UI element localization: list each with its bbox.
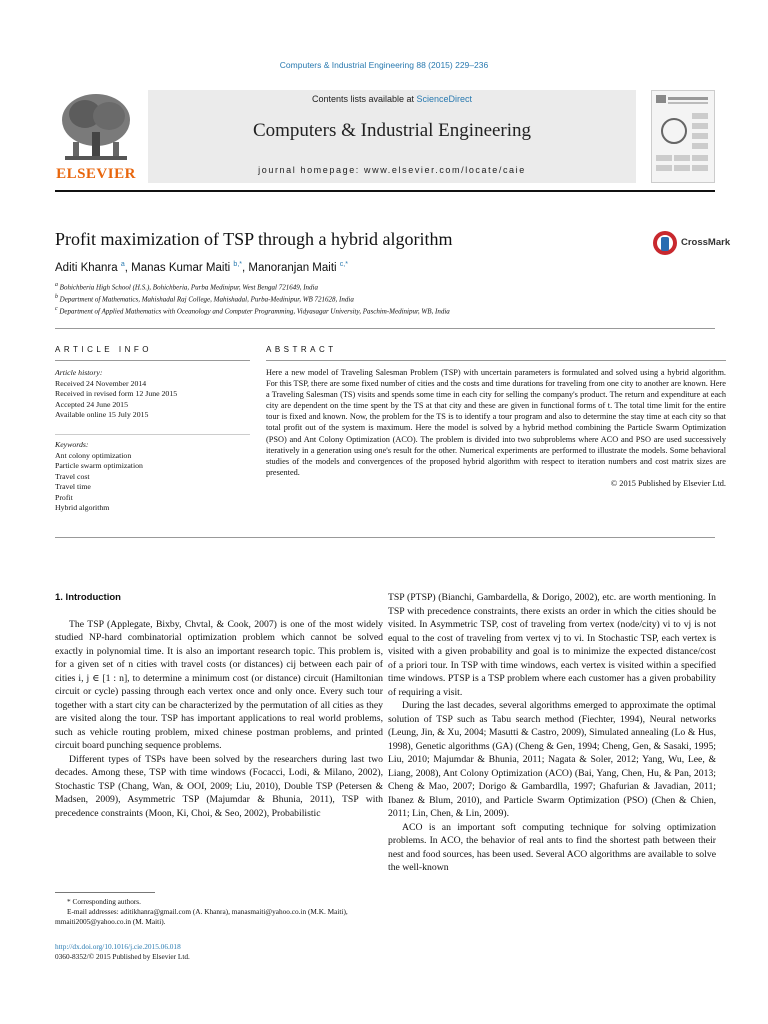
info-divider: [55, 434, 250, 435]
history-entry: Accepted 24 June 2015: [55, 399, 128, 409]
journal-homepage: journal homepage: www.elsevier.com/locate/caie: [258, 165, 526, 175]
footnote-rule: [55, 892, 155, 893]
paragraph: Different types of TSPs have been solved by the researchers during last two decades. Among these, TSP with time windows (Focacci, Lodi, & Milano, 2002), Stochastic TSP (Chang, Wan, & OOI, 2009; Liu, 2010), Double TSP (Petersen & Madsen, 2009), Asymmetric TSP (Majumdar & Bhunia, 2011), TSP with precedence constraints (Moon, Ki, Choi, & Seo, 2002), Probabilistic: [55, 753, 383, 819]
email-addresses[interactable]: E-mail addresses: aditikhanra@gmail.com (A. Khanra), manasmaiti@yahoo.co.in (M.K. Maiti), mmaiti2005@yahoo.co.in (M. Maiti).: [55, 907, 348, 926]
paragraph: The TSP (Applegate, Bixby, Chvtal, & Cook, 2007) is one of the most widely studied NP-hard combinatorial optimization problem which cannot be solved exactly in polynomial time. It is also an important research topic. This problem is, for a given set of n cities with travel costs (or distances) cij between each pair of cities i, j ∈ [1 : n], to determine a minimum cost (or distance) circuit (Hamiltonian circuit or cycle) passing through each vertex once and only once. Every such tour together with a start city can be characterized by the permutation of all cities as they are visited along the tour. TSP has important applications to real world problems, such as vehicle routing problem, mixed chinese postman problems, and printed circuit board punching sequence problems.: [55, 618, 383, 751]
abstract-heading: ABSTRACT: [266, 345, 337, 354]
affiliation: $^b$ Department of Mathematics, Mahishadal Raj College, Mahishadal, Purba-Medinipur, WB 721628, India: [55, 294, 354, 304]
affiliation: $^c$ Department of Applied Mathematics with Oceanology and Computer Programming, Vidyasagar University, Paschim-Medinipur, WB, India: [55, 306, 450, 316]
author-affiliation-mark[interactable]: b,*: [233, 261, 242, 268]
journal-banner: [148, 90, 636, 183]
publication-info: [55, 942, 385, 962]
article-history: [55, 368, 250, 421]
paragraph: TSP (PTSP) (Bianchi, Gambardella, & Dorigo, 2002), etc. are worth mentioning. In TSP with precedence constraints, there exists an order in which the cities should be visited. In Asymmetric TSP, cost of traveling from vertex (node/city) vi to vj is not equal to the cost of traveling from vertex vj to vi. In Stochastic TSP, each vertex is visited with a given probability and goal is to minimize the expected distance/cost of a priori tour. In TSP with time windows, each vertex is visited within a specified time windows. PTSP is a TSP problem where each customer has a given probability of requiring a visit.: [388, 592, 716, 698]
keyword: Profit: [55, 492, 73, 502]
keywords-list: [55, 440, 250, 514]
paragraph: ACO is an important soft computing technique for solving optimization problems. In ACO, the behavior of real ants to find the shortest path between their nest and food sources, has been used. Several ACO algorithms are available to solve the well-known: [388, 821, 716, 873]
abstract-body: [266, 367, 726, 489]
keyword: Particle swarm optimization: [55, 461, 143, 470]
keywords-label: Keywords:: [55, 440, 89, 449]
history-entry: Received 24 November 2014: [55, 378, 147, 388]
crossmark-icon: [652, 230, 678, 256]
author-affiliation-mark[interactable]: c,*: [339, 261, 348, 268]
section-heading: 1. Introduction: [55, 592, 121, 603]
keyword: Ant colony optimization: [55, 450, 132, 460]
sciencedirect-link[interactable]: ScienceDirect: [416, 94, 473, 104]
article-info-heading: ARTICLE INFO: [55, 345, 152, 354]
article-title: Profit maximization of TSP through a hybrid algorithm: [55, 229, 453, 249]
journal-cover-thumbnail: [651, 90, 715, 183]
abstract-copyright: © 2015 Published by Elsevier Ltd.: [610, 478, 726, 488]
right-column: [388, 591, 716, 875]
author-name[interactable]: Manas Kumar Maiti: [131, 261, 231, 274]
footnotes: [55, 897, 385, 927]
author-list: Aditi Khanra $^a$, Manas Kumar Maiti $^{b,*}$, Manoranjan Maiti $^{c,*}$: [55, 261, 348, 274]
journal-title: Computers & Industrial Engineering: [252, 120, 532, 141]
author-name[interactable]: Manoranjan Maiti: [248, 261, 337, 274]
paragraph: During the last decades, several algorithms emerged to approximate the optimal solution of TSP such as Tabu search method (Fiechter, 1994), Neural networks (Leung, Jin, & Xu, 2004; Masutti & Castro, 2009), Simulated annealing (Lo & Hus, 1998), Genetic algorithms (GA) (Cheng & Gen, 1994; Cheng, Gen, & Sasaki, 1995; Liu, 2010; Majumdar & Bhunia, 2011; Nagata & Soler, 2012; Yang, Wu, Lee, & Liang, 2008), Ant Colony Optimization (ACO) (Bai, Yang, Chen, Hu, & Pan, 2013; Cheng & Mao, 2007; Dorigo & Gambardlla, 1997; Ghafurian & Javadian, 2011; Ibanez & Blum, 2010), and Particle Swarm Optimization (PSO) (Chen & Chien, 2011; Lin, Chen, & Lin, 2009).: [388, 700, 716, 819]
abstract-bottom-rule: [55, 537, 715, 538]
keyword: Hybrid algorithm: [55, 503, 110, 512]
journal-homepage-link[interactable]: www.elsevier.com/locate/caie: [364, 165, 526, 175]
article-info-rule: [55, 360, 250, 361]
doi-link[interactable]: http://dx.doi.org/10.1016/j.cie.2015.06.018: [55, 942, 181, 951]
abstract-rule: [266, 360, 726, 361]
affiliation-rule: [55, 328, 715, 329]
abstract-text: Here a new model of Traveling Salesman Problem (TSP) with uncertain parameters is formulated and solved using a hybrid algorithm. For this TSP, there are some fixed number of cities and the costs and time durations for traveling from one city to another are known. Here a Traveling Salesman (TS) visits and spends some time in each city for selling the company's product. The return and expenditure at each city are dependent on the time spent by the TS at that city and these are given in functional forms of t. The total time limit for the entire tour is fixed and known. Now, the problem for the TS is to identify a tour program and also to determine the stay time at each city so that total profit out of the system is maximum. Here the model is solved by a hybrid method combining the Particle Swarm Optimization (PSO) and Ant Colony Optimization (ACO). The problem is divided into two subproblems where ACO and PSO are used successively iteratively in a generation using one's result for the other. Numerical experiments are performed to illustrate the models. Some behavioral studies of the models and convergences of the proposed hybrid algorithm with respect to iteration numbers and cost matrix sizes are presented.: [266, 368, 726, 477]
masthead-rule: [55, 190, 715, 192]
corresponding-note: * Corresponding authors.: [67, 897, 141, 906]
contents-line: Contents lists available at ScienceDirect: [311, 94, 473, 104]
history-entry: Received in revised form 12 June 2015: [55, 389, 178, 398]
journal-masthead: [55, 90, 715, 185]
crossmark-badge[interactable]: [652, 230, 731, 256]
journal-reference[interactable]: Computers & Industrial Engineering 88 (2015) 229–236: [279, 60, 489, 70]
elsevier-tree-logo: [55, 90, 137, 185]
affiliation: $^a$ Bohichberia High School (H.S.), Bohichberia, Purba Medinipur, West Bengal 721649, India: [55, 282, 318, 292]
history-entry: Available online 15 July 2015: [55, 410, 149, 419]
crossmark-label: CrossMark: [681, 237, 731, 248]
author-affiliation-mark[interactable]: a: [120, 261, 125, 268]
keyword: Travel time: [55, 482, 91, 491]
issn-line: 0360-8352/© 2015 Published by Elsevier Ltd.: [55, 952, 190, 961]
elsevier-wordmark: ELSEVIER: [56, 166, 136, 182]
keyword: Travel cost: [55, 471, 90, 481]
author-name[interactable]: Aditi Khanra: [55, 261, 118, 274]
article-history-label: Article history:: [55, 368, 103, 377]
left-column: [55, 591, 383, 820]
